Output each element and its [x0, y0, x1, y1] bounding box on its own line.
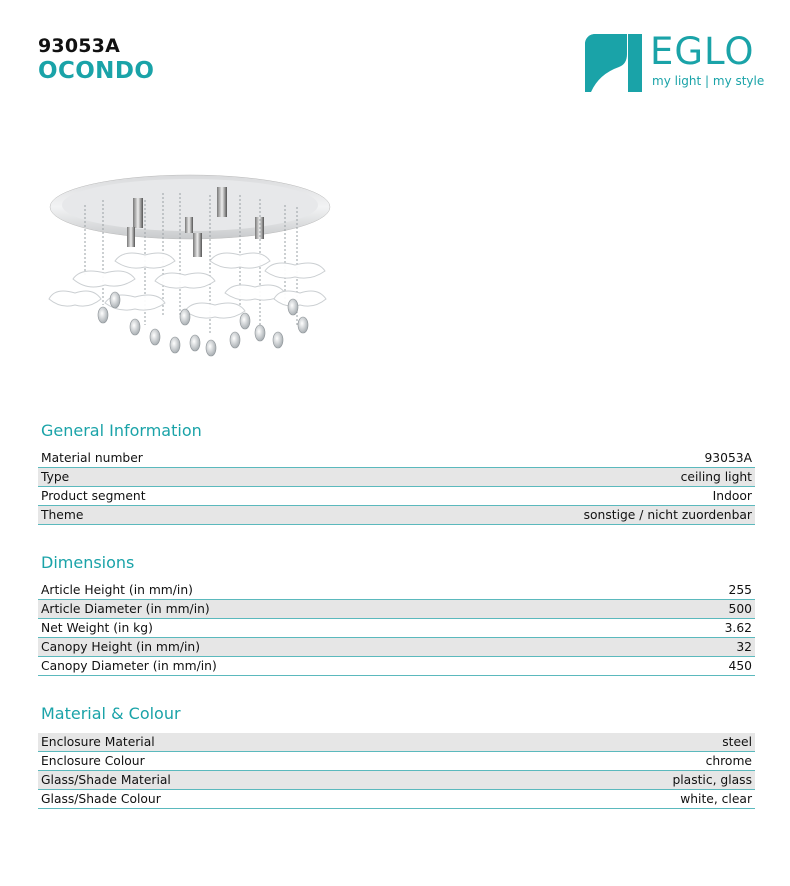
spec-value: chrome	[705, 754, 752, 768]
spec-value: 32	[736, 640, 752, 654]
spec-label: Enclosure Material	[41, 735, 155, 749]
product-name: OCONDO	[38, 58, 155, 84]
table-row	[38, 619, 755, 638]
section-title-material-colour: Material & Colour	[41, 704, 181, 723]
brand-tagline: my light | my style	[652, 74, 765, 88]
table-row	[38, 771, 755, 790]
general-information-table	[38, 449, 755, 525]
table-row	[38, 506, 755, 525]
table-row	[38, 752, 755, 771]
spec-value: plastic, glass	[672, 773, 752, 787]
spec-value: steel	[722, 735, 752, 749]
dimensions-table	[38, 581, 755, 676]
spec-label: Theme	[41, 508, 84, 522]
spec-value: white, clear	[680, 792, 752, 806]
section-title-dimensions: Dimensions	[41, 553, 135, 572]
spec-value: Indoor	[712, 489, 752, 503]
table-row	[38, 790, 755, 809]
material-colour-table	[38, 733, 755, 809]
table-row	[38, 600, 755, 619]
spec-label: Glass/Shade Colour	[41, 792, 161, 806]
table-row	[38, 638, 755, 657]
spec-value: 255	[728, 583, 752, 597]
table-row	[38, 449, 755, 468]
section-title-general-information: General Information	[41, 421, 202, 440]
spec-label: Net Weight (in kg)	[41, 621, 153, 635]
table-row	[38, 468, 755, 487]
spec-label: Enclosure Colour	[41, 754, 145, 768]
spec-label: Article Height (in mm/in)	[41, 583, 193, 597]
spec-value: 450	[728, 659, 752, 673]
spec-value: sonstige / nicht zuordenbar	[583, 508, 752, 522]
spec-label: Article Diameter (in mm/in)	[41, 602, 210, 616]
spec-label: Canopy Diameter (in mm/in)	[41, 659, 217, 673]
spec-label: Material number	[41, 451, 143, 465]
product-image	[45, 165, 335, 360]
brand-logo	[585, 30, 765, 94]
spec-value: ceiling light	[680, 470, 752, 484]
spec-label: Type	[41, 470, 70, 484]
brand-name: EGLO	[650, 30, 755, 73]
table-row	[38, 487, 755, 506]
table-row	[38, 657, 755, 676]
spec-value: 3.62	[724, 621, 752, 635]
table-row	[38, 581, 755, 600]
table-row	[38, 733, 755, 752]
spec-value: 93053A	[704, 451, 752, 465]
spec-value: 500	[728, 602, 752, 616]
lamp-logo-icon	[585, 34, 642, 92]
spec-label: Canopy Height (in mm/in)	[41, 640, 201, 654]
article-number: 93053A	[38, 35, 121, 57]
spec-label: Product segment	[41, 489, 146, 503]
spec-label: Glass/Shade Material	[41, 773, 171, 787]
